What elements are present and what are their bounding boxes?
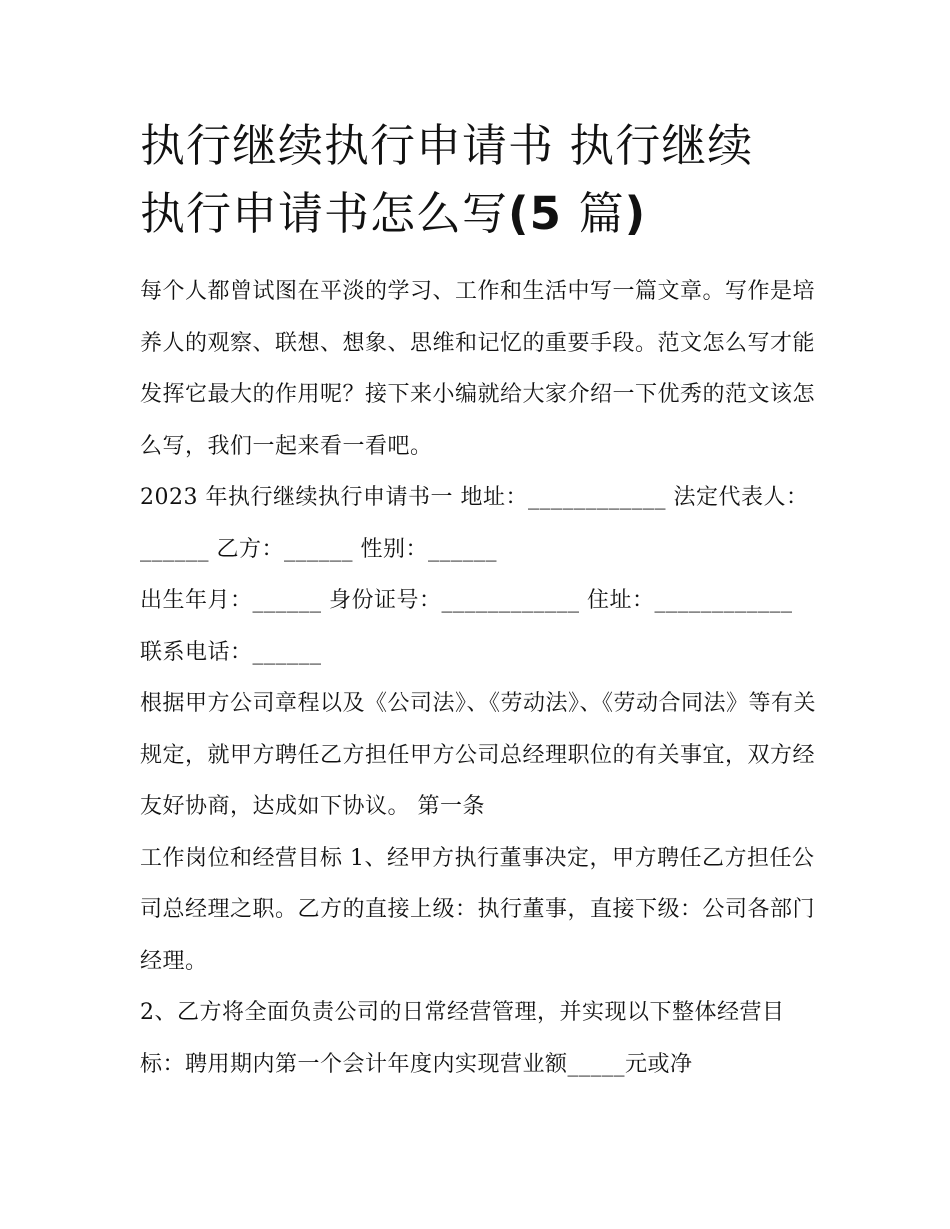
title-line-2: 执行申请书怎么写 — [140, 187, 509, 240]
paragraph-position: 工作岗位和经营目标 1、经甲方执行董事决定，甲方聘任乙方担任公司总经理之职。乙方的直接上级：执行董事，直接下级：公司各部门经理。 — [140, 845, 816, 974]
paragraph-birth-id: 出生年月：______ 身份证号：____________ 住址：____________ 联系电话：______ — [140, 588, 793, 665]
paragraph-agreement: 根据甲方公司章程以及《公司法》、《劳动法》、《劳动合同法》等有关规定，就甲方聘任乙方担任甲方公司总经理职位的有关事宜，双方经友好协商，达成如下协议。 第一条 — [140, 691, 817, 819]
title-count: (5 — [508, 187, 579, 240]
document-page — [140, 112, 820, 1090]
title-close-paren: ) — [624, 187, 647, 240]
document-title — [140, 112, 820, 248]
paragraph-targets: 2、乙方将全面负责公司的日常经营管理，并实现以下整体经营目标：聘用期内第一个会计年度内实现营业额_____元或净 — [140, 1000, 785, 1077]
title-line-1: 执行继续执行申请书 执行继续 — [140, 119, 754, 172]
intro-paragraph: 每个人都曾试图在平淡的学习、工作和生活中写一篇文章。写作是培养人的观察、联想、想象、思维和记忆的重要手段。范文怎么写才能发挥它最大的作用呢？接下来小编就给大家介绍一下优秀的范文该怎么写，我们一起来看一看吧。 — [140, 279, 816, 459]
paragraph-address: 2023 年执行继续执行申请书一 地址：____________ 法定代表人：______ 乙方：______ 性别：______ — [140, 485, 809, 562]
title-unit: 篇 — [578, 187, 625, 240]
